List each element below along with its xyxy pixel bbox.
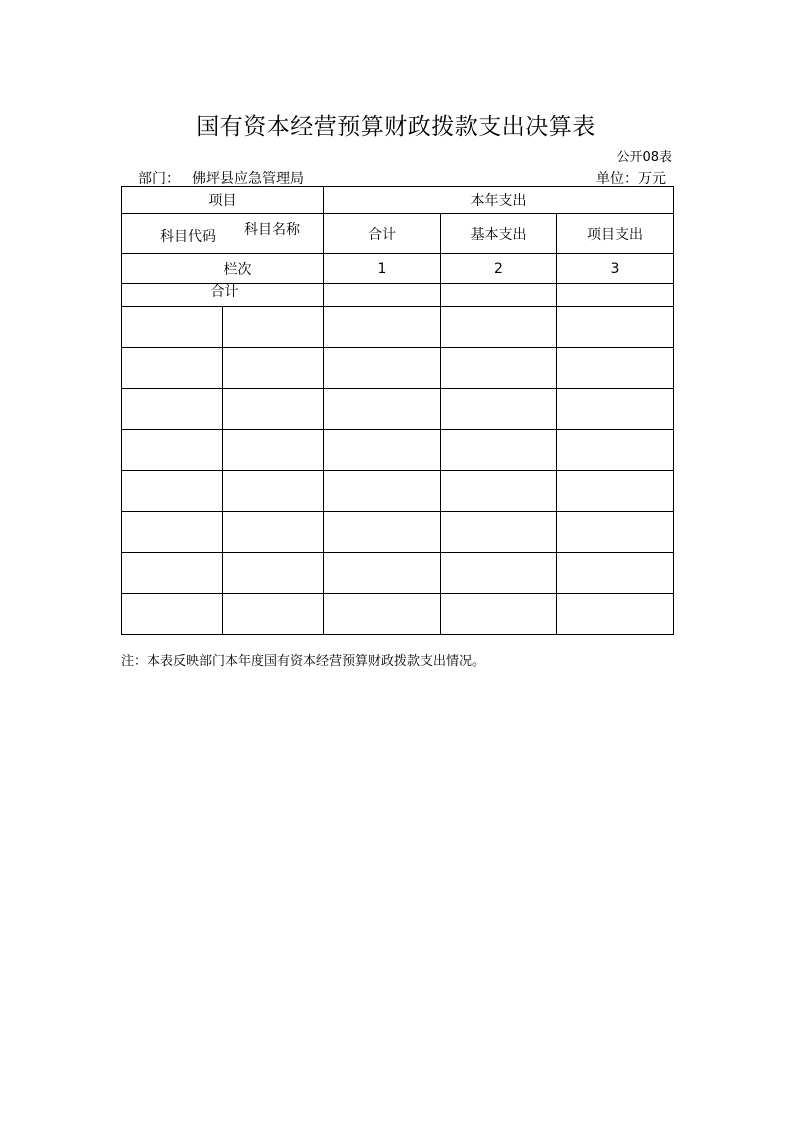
table-cell	[441, 307, 557, 348]
total-row	[122, 284, 674, 307]
table-cell	[223, 553, 324, 594]
table-cell	[557, 553, 674, 594]
expenditure-table	[121, 186, 674, 635]
table-cell	[223, 512, 324, 553]
table-cell	[223, 348, 324, 389]
department-label: 部门：	[138, 171, 180, 187]
table-header-row-2	[122, 214, 674, 254]
table-cell	[324, 307, 441, 348]
header-total: 合计	[324, 214, 441, 254]
table-cell	[122, 307, 223, 348]
column-number-label: 栏次	[122, 254, 324, 284]
header-name: 科目名称	[244, 222, 300, 238]
table-cell	[122, 389, 223, 430]
table-cell	[324, 471, 441, 512]
column-number-row	[122, 254, 674, 284]
table-cell	[557, 430, 674, 471]
table-row	[122, 512, 674, 553]
table-row	[122, 389, 674, 430]
department-line	[138, 168, 304, 188]
table-row	[122, 348, 674, 389]
table-cell	[324, 594, 441, 635]
table-cell	[441, 553, 557, 594]
header-code: 科目代码	[160, 229, 216, 245]
table-cell	[324, 512, 441, 553]
header-project: 项目支出	[557, 214, 674, 254]
report-title: 国有资本经营预算财政拨款支出决算表	[196, 114, 596, 140]
table-cell	[441, 512, 557, 553]
table-row	[122, 471, 674, 512]
total-row-label-cell	[122, 284, 324, 307]
table-cell	[557, 307, 674, 348]
table-row	[122, 430, 674, 471]
column-number-2: 2	[441, 254, 557, 284]
table-cell	[441, 430, 557, 471]
table-cell	[122, 348, 223, 389]
table-cell	[122, 594, 223, 635]
table-cell	[557, 512, 674, 553]
table-cell	[441, 471, 557, 512]
table-cell	[223, 594, 324, 635]
table-cell	[324, 553, 441, 594]
table-row	[122, 307, 674, 348]
total-row-project	[557, 284, 674, 307]
table-cell	[557, 389, 674, 430]
table-cell	[122, 553, 223, 594]
table-cell	[441, 389, 557, 430]
table-cell	[223, 307, 324, 348]
table-cell	[557, 348, 674, 389]
table-cell	[122, 430, 223, 471]
department-value: 佛坪县应急管理局	[192, 171, 304, 187]
table-cell	[324, 430, 441, 471]
table-row	[122, 594, 674, 635]
table-cell	[223, 389, 324, 430]
header-basic: 基本支出	[441, 214, 557, 254]
total-row-basic	[441, 284, 557, 307]
table-cell	[441, 594, 557, 635]
table-cell	[557, 594, 674, 635]
unit-label: 单位：万元	[596, 171, 666, 187]
table-cell	[223, 471, 324, 512]
table-row	[122, 553, 674, 594]
table-cell	[557, 471, 674, 512]
table-cell	[324, 348, 441, 389]
total-row-total	[324, 284, 441, 307]
footnote: 注：本表反映部门本年度国有资本经营预算财政拨款支出情况。	[121, 654, 486, 669]
table-cell	[324, 389, 441, 430]
column-number-1: 1	[324, 254, 441, 284]
form-number: 公开08表	[616, 150, 672, 165]
header-code-name-cell	[122, 214, 324, 254]
table-cell	[122, 471, 223, 512]
table-header-row-1	[122, 187, 674, 214]
table-cell	[122, 512, 223, 553]
table-cell	[441, 348, 557, 389]
total-row-label: 合计	[210, 284, 239, 300]
header-item: 项目	[122, 187, 324, 214]
header-current-year: 本年支出	[324, 187, 674, 214]
column-number-3: 3	[557, 254, 674, 284]
table-cell	[223, 430, 324, 471]
